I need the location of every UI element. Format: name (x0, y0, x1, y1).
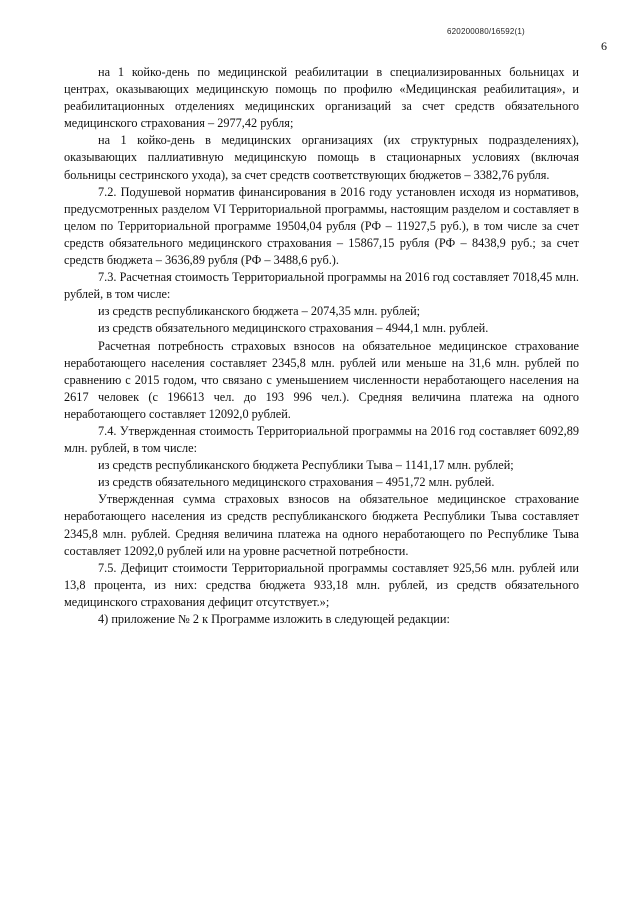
paragraph: из средств республиканского бюджета – 2074,35 млн. рублей; (98, 304, 421, 319)
paragraph: из средств обязательного медицинского страхования – 4944,1 млн. рублей. (98, 321, 489, 336)
document-number: 620200080/16592(1) (447, 27, 525, 36)
paragraph: 4) приложение № 2 к Программе изложить в следующей редакции: (98, 612, 450, 626)
page-number: 6 (601, 39, 607, 53)
paragraph: на 1 койко-день в медицинских организациях (их структурных подразделениях), оказывающих паллиативную медицинскую помощь в стационарных условиях (включая больницы сестринского ухода), за счет средств соответствующих бюджетов – 3382,76 рубля. (64, 133, 579, 182)
paragraph: 7.5. Дефицит стоимости Территориальной программы составляет 925,56 млн. рублей или 13,8 процента, из них: средства бюджета 933,18 млн. рублей, из средств обязательного медицинского страхования дефицит отсутствует.»; (64, 560, 579, 609)
paragraph: на 1 койко-день по медицинской реабилитации в специализированных больницах и центрах, оказывающих медицинскую помощь по профилю «Медицинская реабилитация», и реабилитационных отделениях медицинских организаций за счет средств обязательного медицинского страхования – 2977,42 рубля; (64, 65, 579, 131)
paragraph: из средств обязательного медицинского страхования – 4951,72 млн. рублей. (98, 475, 495, 490)
paragraph: Расчетная потребность страховых взносов на обязательное медицинское страхование неработающего населения составляет 2345,8 млн. рублей или меньше на 31,6 млн. рублей по сравнению с 2015 годом, что связано с уменьшением численности неработающего населения на 2617 человек (с 196613 чел. до 193 996 чел.). Средняя величина платежа на одного неработающего составляет 12092,0 рублей. (64, 338, 579, 421)
paragraph: Утвержденная сумма страховых взносов на обязательное медицинское страхование неработающего населения из средств республиканского бюджета Республики Тыва составляет 2345,8 млн. рублей. Средняя величина платежа на одного неработающего по Республике Тыва составляет 12092,0 рублей или на уровне расчетной потребности. (64, 492, 579, 558)
paragraph: 7.4. Утвержденная стоимость Территориальной программы на 2016 год составляет 6092,89 млн. рублей, в том числе: (64, 423, 579, 456)
paragraph: из средств республиканского бюджета Республики Тыва – 1141,17 млн. рублей; (98, 458, 514, 473)
document-body (64, 64, 579, 628)
paragraph: 7.2. Подушевой норматив финансирования в 2016 году установлен исходя из нормативов, предусмотренных разделом VI Территориальной программы, настоящим разделом и составляет в целом по Территориальной программе 19504,04 рубля (РФ – 11927,5 руб.), в том числе за счет средств обязательного медицинского страхования – 15867,15 рубля (РФ – 8438,9 руб.; за счет средств бюджета – 3636,89 рубля (РФ – 3488,6 руб.). (64, 184, 579, 268)
paragraph: 7.3. Расчетная стоимость Территориальной программы на 2016 год составляет 7018,45 млн. рублей, в том числе: (64, 270, 579, 302)
